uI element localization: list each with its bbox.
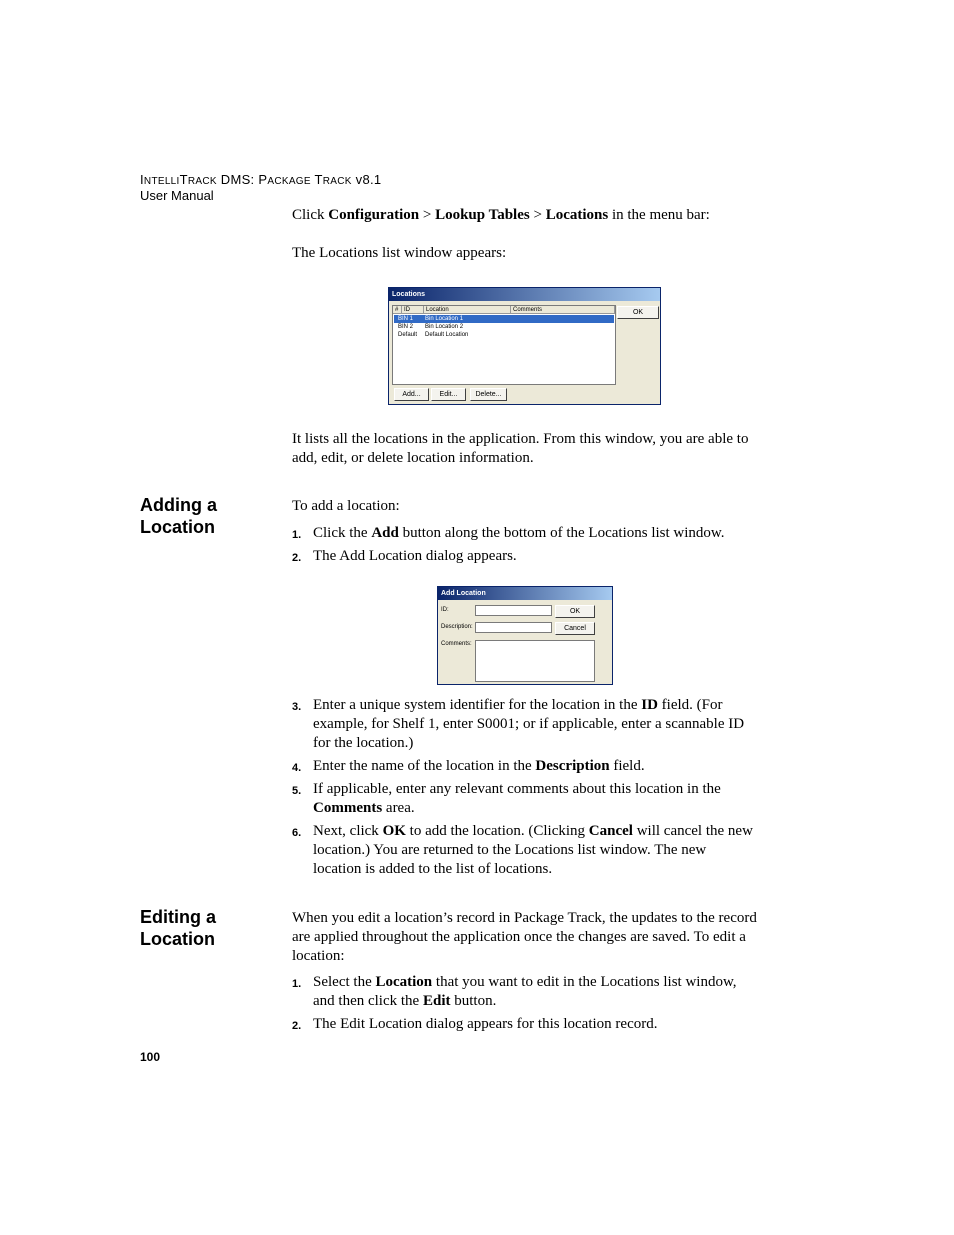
- step-text-bold: Add: [371, 525, 399, 541]
- intro-text: >: [529, 207, 546, 223]
- menu-locations: Locations: [545, 207, 609, 223]
- heading-line: Location: [140, 517, 215, 537]
- step-number: 1.: [292, 978, 302, 990]
- intro-text: in the menu bar:: [608, 207, 710, 223]
- row-location: Bin Location 1: [425, 316, 464, 322]
- column-header-id[interactable]: ID: [402, 306, 424, 314]
- menu-configuration: Configuration: [328, 207, 420, 223]
- comments-label: Comments:: [441, 641, 472, 647]
- row-id: Default: [398, 332, 418, 338]
- step-text-bold: ID: [641, 697, 658, 713]
- list-item[interactable]: [394, 331, 614, 339]
- step-number: 4.: [292, 762, 302, 774]
- header-product-part: T: [310, 172, 323, 187]
- step-text-part: button along the bottom of the Locations list window.: [398, 525, 725, 541]
- editing-step-2: [292, 1015, 762, 1034]
- step-text-bold: Edit: [422, 993, 451, 1009]
- step-text-part: If applicable, enter any relevant comments about this location in the: [313, 781, 721, 797]
- column-header-number[interactable]: #: [393, 306, 402, 314]
- header-product-part: RACK: [187, 176, 217, 187]
- editing-intro: When you edit a location’s record in Package Track, the updates to the record are applied throughout the application once the changes are saved. To edit a location:: [292, 910, 757, 964]
- step-text-part: Next, click: [313, 823, 383, 839]
- list-item[interactable]: [394, 323, 614, 331]
- step-text-bold: Description: [535, 758, 610, 774]
- step-number: 6.: [292, 827, 302, 839]
- header-product-version: v8.1: [351, 172, 382, 187]
- intro-click-instruction: [292, 206, 762, 225]
- row-id: BIN 1: [398, 316, 414, 322]
- heading-line: Location: [140, 929, 215, 949]
- step-text-bold: Cancel: [588, 823, 633, 839]
- step-text: [313, 973, 758, 1011]
- add-location-dialog: [437, 586, 613, 685]
- header-product-initial: I: [140, 172, 144, 187]
- header-product-part: P: [258, 172, 268, 187]
- step-number: 1.: [292, 529, 302, 541]
- intro-text: >: [419, 207, 436, 223]
- locations-list[interactable]: [392, 305, 616, 385]
- editing-step-1: [292, 973, 762, 1011]
- step-text-bold: Comments: [313, 800, 383, 816]
- delete-button[interactable]: Delete...: [470, 388, 507, 401]
- comments-area[interactable]: [475, 640, 595, 682]
- description-field[interactable]: [475, 622, 552, 633]
- row-location: Bin Location 2: [425, 324, 464, 330]
- page-number: 100: [140, 1050, 161, 1064]
- menu-lookup-tables: Lookup Tables: [435, 207, 530, 223]
- step-text-part: Enter the name of the location in the: [313, 758, 536, 774]
- step-text-part: area.: [382, 800, 415, 816]
- header-product-part: NTELLI: [143, 176, 180, 187]
- step-number: 5.: [292, 785, 302, 797]
- header-product-part: ACKAGE: [267, 176, 311, 187]
- step-text-part: Select the: [313, 974, 376, 990]
- row-id: BIN 2: [398, 324, 414, 330]
- section-heading-editing: [140, 906, 280, 950]
- id-label: ID:: [441, 607, 449, 613]
- step-number: 3.: [292, 701, 302, 713]
- step-text: The Add Location dialog appears.: [313, 548, 517, 564]
- step-text: [313, 524, 758, 543]
- step-number: 2.: [292, 1020, 302, 1032]
- step-text-part: Enter a unique system identifier for the location in the: [313, 697, 642, 713]
- header-product-part: T: [179, 172, 188, 187]
- adding-step-3: [292, 696, 762, 753]
- row-location: Default Location: [425, 332, 469, 338]
- header-product-part: DMS:: [216, 172, 259, 187]
- heading-line: Adding a: [140, 495, 217, 515]
- intro-lists-paragraph: It lists all the locations in the application. From this window, you are able to add, edit, or delete location information.: [292, 431, 749, 466]
- intro-text: Click: [292, 207, 329, 223]
- step-text: [313, 822, 758, 879]
- description-label: Description:: [441, 624, 473, 630]
- adding-lead: To add a location:: [292, 498, 400, 514]
- step-text-part: field.: [609, 758, 645, 774]
- adding-step-1: [292, 524, 762, 543]
- column-header-location[interactable]: Location: [424, 306, 511, 314]
- ok-button[interactable]: OK: [617, 306, 659, 319]
- step-text: [313, 780, 758, 818]
- edit-button[interactable]: Edit...: [431, 388, 466, 401]
- section-heading-adding: [140, 494, 280, 538]
- add-location-dialog-title: Add Location: [438, 587, 612, 600]
- step-text-part: to add the location. (Clicking: [405, 823, 589, 839]
- step-text-part: field. (For example, for Shelf 1, enter S0001; or if applicable, enter a scannable ID for the location.): [313, 697, 745, 751]
- step-text-bold: OK: [382, 823, 406, 839]
- step-text-bold: Location: [375, 974, 433, 990]
- step-text-part: Click the: [313, 525, 372, 541]
- id-field[interactable]: [475, 605, 552, 616]
- list-item[interactable]: [394, 315, 614, 323]
- step-text-part: that you want to edit in the Locations list window, and then click the: [313, 974, 737, 1009]
- column-header-comments[interactable]: Comments: [511, 306, 615, 314]
- adding-step-5: [292, 780, 762, 818]
- step-text: [313, 757, 758, 776]
- adding-step-4: [292, 757, 762, 776]
- step-text: [313, 696, 758, 753]
- intro-appears: The Locations list window appears:: [292, 245, 507, 261]
- step-number: 2.: [292, 552, 302, 564]
- step-text: The Edit Location dialog appears for this location record.: [313, 1016, 658, 1032]
- ok-button[interactable]: OK: [555, 605, 595, 618]
- step-text-part: button.: [450, 993, 497, 1009]
- locations-window-title: Locations: [389, 288, 660, 301]
- header-product-part: RACK: [322, 176, 352, 187]
- heading-line: Editing a: [140, 907, 216, 927]
- cancel-button[interactable]: Cancel: [555, 622, 595, 635]
- step-text-part: will cancel the new location.) You are returned to the Locations list window. The new location is added to the list of locations.: [313, 823, 753, 877]
- running-header-subtitle: User Manual: [140, 188, 214, 203]
- adding-step-2: [292, 547, 762, 566]
- adding-step-6: [292, 822, 762, 879]
- add-button[interactable]: Add...: [394, 388, 429, 401]
- locations-window: [388, 287, 661, 405]
